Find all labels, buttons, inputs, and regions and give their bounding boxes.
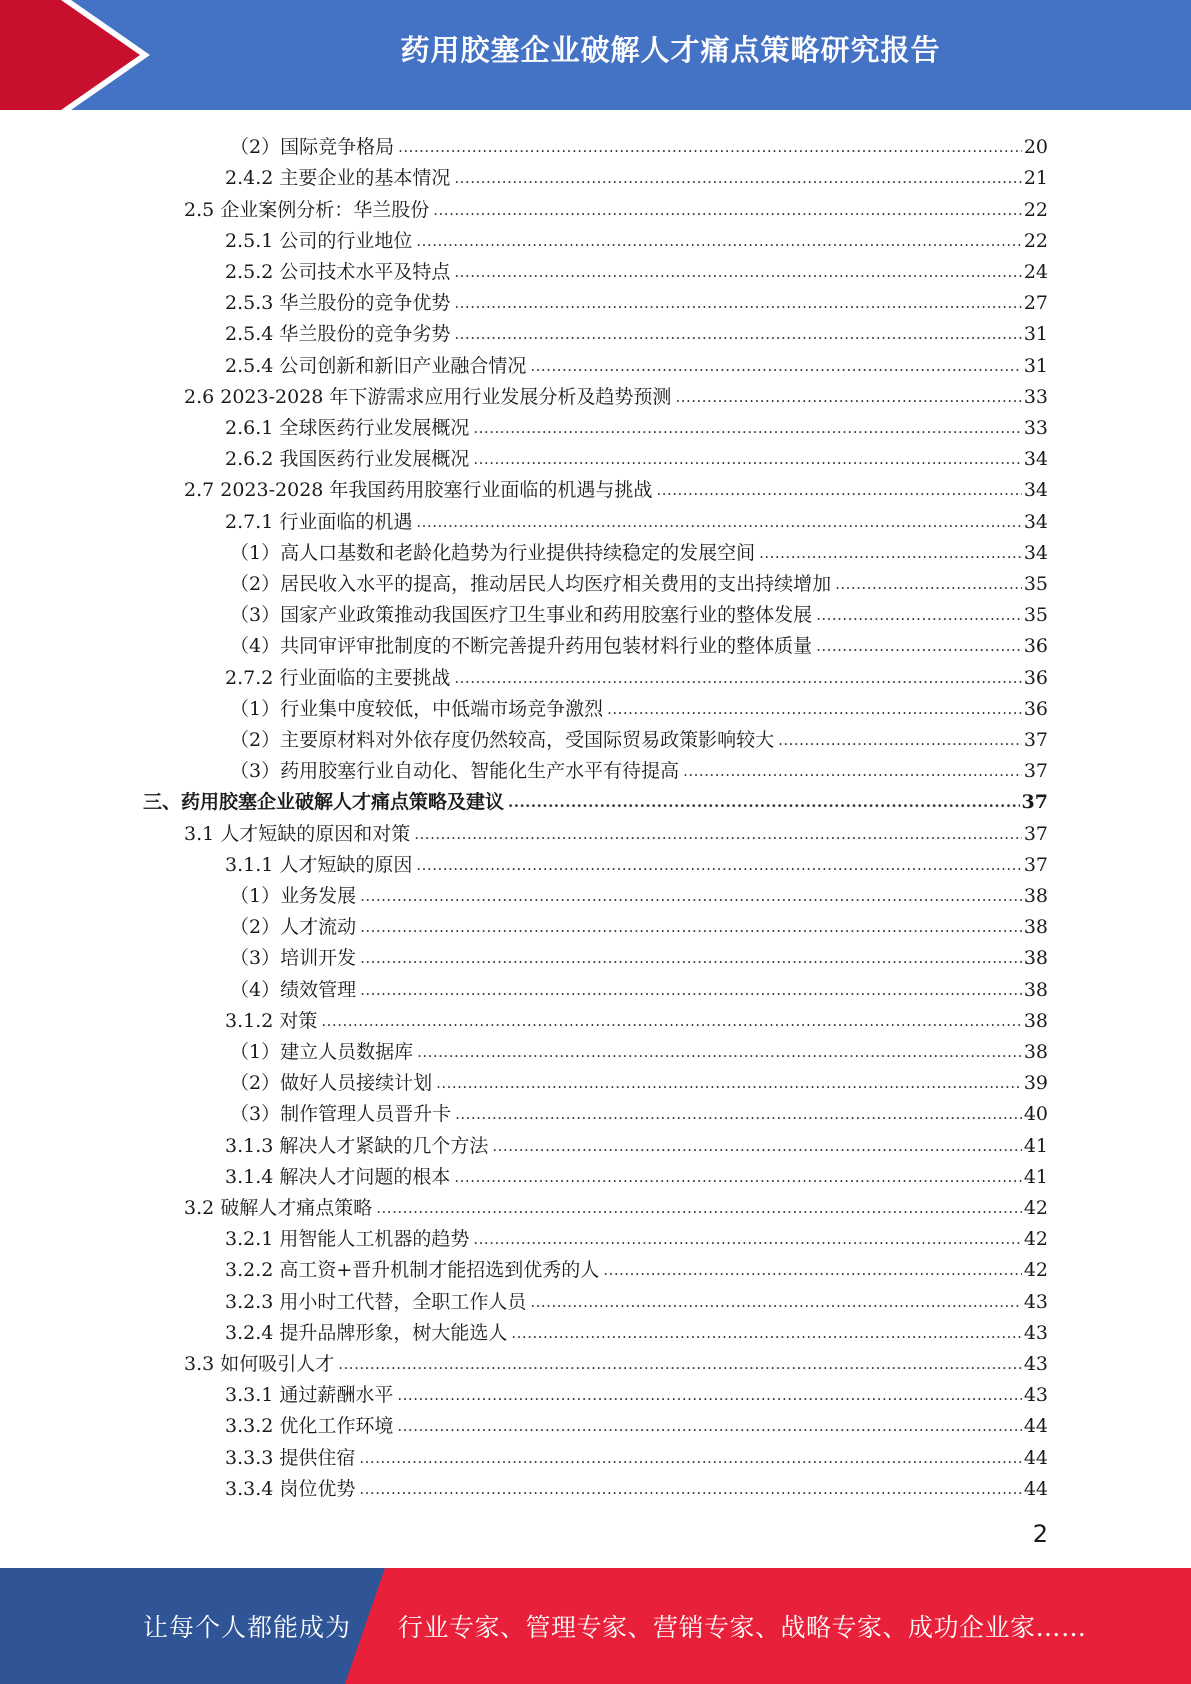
toc-dot-leader: [816, 606, 1022, 624]
toc-entry[interactable]: [230, 1063, 1048, 1094]
toc-entry[interactable]: [143, 782, 1048, 813]
toc-entry-label: （2）主要原材料对外依存度仍然较高，受国际贸易政策影响较大: [230, 728, 775, 751]
toc-entry-label: 2.7 2023-2028 年我国药用胶塞行业面临的机遇与挑战: [184, 479, 653, 502]
toc-entry-page: 36: [1023, 666, 1048, 689]
toc-entry-label: 2.6.2 我国医药行业发展概况: [225, 448, 470, 471]
toc-dot-leader: [683, 762, 1022, 780]
toc-dot-leader: [359, 1480, 1021, 1498]
toc-entry-label: （1）行业集中度较低，中低端市场竞争激烈: [230, 697, 604, 720]
toc-entry-label: 2.4.2 主要企业的基本情况: [225, 167, 451, 190]
toc-entry[interactable]: [230, 969, 1048, 1000]
toc-entry[interactable]: [230, 595, 1048, 626]
toc-entry-page: 34: [1023, 479, 1048, 502]
toc-entry[interactable]: [230, 626, 1048, 657]
toc-entry[interactable]: [230, 533, 1048, 564]
toc-entry[interactable]: [184, 189, 1048, 220]
toc-entry-page: 37: [1023, 760, 1048, 783]
toc-dot-leader: [508, 793, 1020, 811]
toc-dot-leader: [530, 1293, 1021, 1311]
toc-entry-label: （3）培训开发: [230, 947, 357, 970]
toc-entry-label: 3.1 人才短缺的原因和对策: [184, 822, 411, 845]
toc-entry[interactable]: [230, 1032, 1048, 1063]
toc-entry[interactable]: [184, 813, 1048, 844]
toc-entry-page: 43: [1023, 1384, 1048, 1407]
toc-entry-page: 35: [1023, 604, 1048, 627]
toc-entry-page: 42: [1023, 1228, 1048, 1251]
toc-entry[interactable]: [184, 377, 1048, 408]
toc-entry[interactable]: [225, 1437, 1048, 1468]
toc-entry[interactable]: [225, 1406, 1048, 1437]
toc-dot-leader: [376, 1199, 1022, 1217]
toc-entry-label: （2）国际竞争格局: [230, 136, 395, 159]
toc-entry-label: 3.3.1 通过薪酬水平: [225, 1384, 394, 1407]
toc-dot-leader: [454, 325, 1021, 343]
toc-entry-page: 43: [1023, 1321, 1048, 1344]
toc-entry-page: 37: [1021, 791, 1048, 814]
toc-dot-leader: [416, 232, 1021, 250]
toc-entry-page: 38: [1023, 978, 1048, 1001]
footer-slogan-left: 让每个人都能成为: [143, 1613, 352, 1642]
toc-entry[interactable]: [230, 876, 1048, 907]
toc-entry-label: 3.2 破解人才痛点策略: [184, 1196, 373, 1219]
toc-dot-leader: [607, 700, 1022, 718]
toc-entry-label: 2.6 2023-2028 年下游需求应用行业发展分析及趋势预测: [184, 385, 672, 408]
toc-entry-page: 34: [1023, 510, 1048, 533]
toc-entry-page: 22: [1023, 229, 1048, 252]
toc-entry-page: 39: [1023, 1072, 1048, 1095]
toc-dot-leader: [816, 637, 1022, 655]
toc-entry[interactable]: [225, 845, 1048, 876]
toc-dot-leader: [778, 731, 1022, 749]
toc-entry-label: 2.6.1 全球医药行业发展概况: [225, 416, 470, 439]
toc-entry-label: （4）共同审评审批制度的不断完善提升药用包装材料行业的整体质量: [230, 635, 813, 658]
toc-entry[interactable]: [225, 1157, 1048, 1188]
toc-entry-label: 3.3 如何吸引人才: [184, 1352, 335, 1375]
toc-dot-leader: [398, 138, 1022, 156]
toc-entry[interactable]: [230, 564, 1048, 595]
toc-entry[interactable]: [225, 283, 1048, 314]
toc-entry-label: 三、药用胶塞企业破解人才痛点策略及建议: [143, 791, 505, 814]
toc-dot-leader: [360, 887, 1022, 905]
toc-entry-page: 34: [1023, 541, 1048, 564]
toc-entry-label: （1）高人口基数和老龄化趋势为行业提供持续稳定的发展空间: [230, 541, 756, 564]
toc-entry-label: （2）做好人员接续计划: [230, 1072, 433, 1095]
toc-entry-label: 3.2.2 高工资+晋升机制才能招选到优秀的人: [225, 1259, 600, 1282]
toc-entry-page: 38: [1023, 947, 1048, 970]
header-chevron-icon: [0, 0, 140, 110]
toc-dot-leader: [360, 949, 1022, 967]
toc-dot-leader: [454, 263, 1021, 281]
toc-entry-page: 31: [1023, 323, 1048, 346]
toc-entry-page: 20: [1023, 136, 1048, 159]
toc-entry-label: 2.5.4 华兰股份的竞争劣势: [225, 323, 451, 346]
toc-dot-leader: [603, 1261, 1022, 1279]
toc-entry[interactable]: [230, 1094, 1048, 1125]
toc-entry-page: 34: [1023, 448, 1048, 471]
toc-dot-leader: [416, 513, 1021, 531]
toc-entry-page: 41: [1023, 1134, 1048, 1157]
toc-entry-label: 2.5 企业案例分析：华兰股份: [184, 198, 430, 221]
toc-entry-page: 38: [1023, 884, 1048, 907]
toc-entry-page: 27: [1023, 292, 1048, 315]
toc-dot-leader: [397, 1417, 1021, 1435]
page-number: 2: [1032, 1520, 1048, 1548]
toc-entry-label: 3.1.2 对策: [225, 1009, 318, 1032]
toc-dot-leader: [530, 357, 1021, 375]
toc-entry-label: （3）国家产业政策推动我国医疗卫生事业和药用胶塞行业的整体发展: [230, 604, 813, 627]
toc-dot-leader: [454, 169, 1021, 187]
toc-entry[interactable]: [225, 345, 1048, 376]
toc-entry-label: 3.2.3 用小时工代替，全职工作人员: [225, 1290, 527, 1313]
toc-entry-page: 43: [1023, 1290, 1048, 1313]
toc-entry-page: 44: [1023, 1446, 1048, 1469]
toc-entry-label: （3）制作管理人员晋升卡: [230, 1103, 452, 1126]
toc-dot-leader: [454, 1168, 1021, 1186]
toc-entry-label: 2.5.1 公司的行业地位: [225, 229, 413, 252]
toc-entry[interactable]: [225, 1375, 1048, 1406]
toc-entry[interactable]: [225, 1469, 1048, 1500]
toc-dot-leader: [416, 856, 1021, 874]
toc-dot-leader: [473, 1230, 1021, 1248]
toc-entry-label: 3.1.4 解决人才问题的根本: [225, 1165, 451, 1188]
toc-entry[interactable]: [230, 689, 1048, 720]
toc-entry-page: 33: [1023, 385, 1048, 408]
footer-slogan-right: 行业专家、管理专家、营销专家、战略专家、成功企业家……: [398, 1613, 1087, 1642]
toc-dot-leader: [360, 981, 1022, 999]
toc-dot-leader: [436, 1074, 1022, 1092]
toc-entry-page: 38: [1023, 1009, 1048, 1032]
toc-entry[interactable]: [225, 1125, 1048, 1156]
toc-entry-label: 2.5.2 公司技术水平及特点: [225, 260, 451, 283]
toc-entry-page: 22: [1023, 198, 1048, 221]
toc-entry-label: （4）绩效管理: [230, 978, 357, 1001]
toc-entry[interactable]: [225, 657, 1048, 688]
toc-entry-page: 36: [1023, 697, 1048, 720]
toc-entry-label: 2.5.4 公司创新和新旧产业融合情况: [225, 354, 527, 377]
page-header: [0, 0, 1191, 110]
toc-entry-page: 37: [1023, 822, 1048, 845]
toc-entry-label: 2.5.3 华兰股份的竞争优势: [225, 292, 451, 315]
toc-entry-page: 37: [1023, 853, 1048, 876]
toc-entry[interactable]: [225, 408, 1048, 439]
toc-entry-label: （3）药用胶塞行业自动化、智能化生产水平有待提高: [230, 760, 680, 783]
toc-entry-page: 38: [1023, 916, 1048, 939]
toc-dot-leader: [359, 1449, 1021, 1467]
toc-entry-label: （2）人才流动: [230, 916, 357, 939]
toc-entry[interactable]: [225, 1281, 1048, 1312]
toc-entry[interactable]: [225, 314, 1048, 345]
toc-dot-leader: [338, 1355, 1022, 1373]
toc-entry-label: 3.3.4 岗位优势: [225, 1477, 356, 1500]
toc-entry-page: 21: [1023, 167, 1048, 190]
toc-dot-leader: [360, 918, 1022, 936]
toc-dot-leader: [835, 575, 1022, 593]
toc-entry[interactable]: [184, 470, 1048, 501]
toc-entry[interactable]: [225, 158, 1048, 189]
toc-entry[interactable]: [225, 439, 1048, 470]
page-footer: [0, 1568, 1191, 1684]
toc-entry-page: 40: [1023, 1103, 1048, 1126]
report-title: 药用胶塞企业破解人才痛点策略研究报告: [400, 33, 941, 67]
toc-dot-leader: [473, 419, 1021, 437]
toc-entry[interactable]: [230, 907, 1048, 938]
toc-entry-label: （1）建立人员数据库: [230, 1040, 414, 1063]
toc-entry-label: （1）业务发展: [230, 884, 357, 907]
toc-entry[interactable]: [225, 1219, 1048, 1250]
toc-dot-leader: [454, 669, 1021, 687]
toc-entry-page: 43: [1023, 1352, 1048, 1375]
toc-dot-leader: [492, 1137, 1021, 1155]
toc-entry[interactable]: [184, 1344, 1048, 1375]
toc-entry-page: 36: [1023, 635, 1048, 658]
toc-entry[interactable]: [225, 252, 1048, 283]
toc-entry-label: （2）居民收入水平的提高，推动居民人均医疗相关费用的支出持续增加: [230, 572, 832, 595]
toc-dot-leader: [759, 544, 1022, 562]
toc-entry-page: 37: [1023, 728, 1048, 751]
toc-entry-page: 42: [1023, 1259, 1048, 1282]
toc-dot-leader: [414, 825, 1022, 843]
toc-entry-page: 38: [1023, 1040, 1048, 1063]
toc-entry-label: 3.3.2 优化工作环境: [225, 1415, 394, 1438]
toc-entry-label: 2.7.1 行业面临的机遇: [225, 510, 413, 533]
toc-dot-leader: [433, 201, 1022, 219]
toc-entry[interactable]: [230, 720, 1048, 751]
toc-entry-label: 3.3.3 提供住宿: [225, 1446, 356, 1469]
toc-dot-leader: [473, 450, 1021, 468]
toc-entry[interactable]: [225, 1313, 1048, 1344]
toc-entry-page: 24: [1023, 260, 1048, 283]
toc-dot-leader: [675, 388, 1021, 406]
toc-dot-leader: [455, 1105, 1022, 1123]
toc-dot-leader: [656, 481, 1021, 499]
toc-entry[interactable]: [184, 1188, 1048, 1219]
toc-dot-leader: [397, 1386, 1021, 1404]
toc-entry-page: 33: [1023, 416, 1048, 439]
toc-entry-page: 35: [1023, 572, 1048, 595]
toc-entry-page: 41: [1023, 1165, 1048, 1188]
toc-entry-page: 31: [1023, 354, 1048, 377]
toc-entry-label: 3.2.1 用智能人工机器的趋势: [225, 1228, 470, 1251]
toc-entry-label: 3.2.4 提升品牌形象，树大能选人: [225, 1321, 508, 1344]
toc-entry-label: 2.7.2 行业面临的主要挑战: [225, 666, 451, 689]
toc-entry-page: 44: [1023, 1415, 1048, 1438]
toc-dot-leader: [511, 1324, 1021, 1342]
toc-entry[interactable]: [230, 751, 1048, 782]
toc-dot-leader: [321, 1012, 1021, 1030]
toc-entry-page: 44: [1023, 1477, 1048, 1500]
toc-entry-page: 42: [1023, 1196, 1048, 1219]
toc-entry-label: 3.1.1 人才短缺的原因: [225, 853, 413, 876]
toc-entry[interactable]: [225, 1250, 1048, 1281]
toc-dot-leader: [454, 294, 1021, 312]
toc-entry[interactable]: [225, 1001, 1048, 1032]
toc-dot-leader: [417, 1043, 1022, 1061]
toc-entry[interactable]: [230, 938, 1048, 969]
toc-entry[interactable]: [230, 127, 1048, 158]
toc-entry[interactable]: [225, 501, 1048, 532]
toc-entry[interactable]: [225, 221, 1048, 252]
toc-entry-label: 3.1.3 解决人才紧缺的几个方法: [225, 1134, 489, 1157]
